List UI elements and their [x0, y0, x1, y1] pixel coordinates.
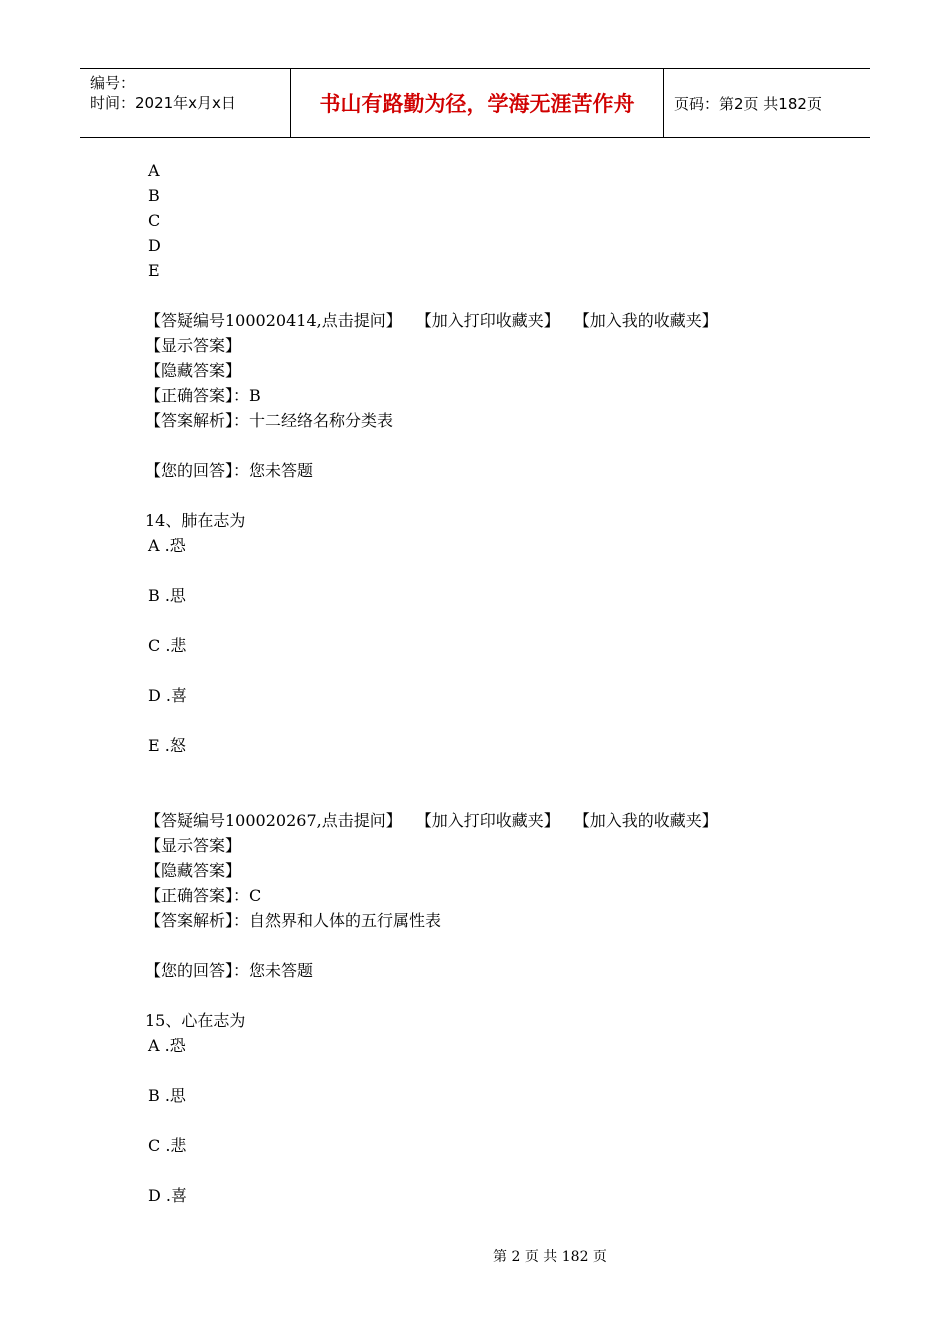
answer-analysis: 【答案解析】：十二经络名称分类表 [145, 411, 394, 430]
question-option[interactable]: E .怒 [148, 736, 186, 755]
answer-analysis: 【答案解析】：自然界和人体的五行属性表 [145, 911, 442, 930]
question-title: 15、心在志为 [145, 1011, 246, 1030]
show-answer-link[interactable]: 【显示答案】 [145, 836, 242, 855]
question-title: 14、肺在志为 [145, 511, 246, 530]
question-option[interactable]: B .思 [148, 586, 186, 605]
document-body [145, 158, 845, 1208]
question-option[interactable]: D .喜 [148, 686, 188, 705]
hide-answer-link[interactable]: 【隐藏答案】 [145, 361, 242, 380]
correct-answer: 【正确答案】：B [145, 386, 261, 405]
qa-link[interactable]: 【答疑编号100020414,点击提问】 [145, 311, 402, 330]
header-page-info: 页码：第2页 共182页 [674, 94, 822, 113]
question-option[interactable]: B .思 [148, 1086, 186, 1105]
option-label: B [148, 186, 160, 205]
add-my-favorites-link[interactable]: 【加入我的收藏夹】 [573, 311, 718, 330]
add-print-favorites-link[interactable]: 【加入打印收藏夹】 [415, 811, 560, 830]
answer-links-row [145, 808, 845, 833]
show-answer-link[interactable]: 【显示答案】 [145, 336, 242, 355]
qa-link[interactable]: 【答疑编号100020267,点击提问】 [145, 811, 402, 830]
your-answer: 【您的回答】：您未答题 [145, 961, 314, 980]
page-footer: 第 2 页 共 182 页 [493, 1249, 607, 1265]
option-label: C [148, 211, 161, 230]
hide-answer-link[interactable]: 【隐藏答案】 [145, 861, 242, 880]
question-option[interactable]: C .悲 [148, 1136, 187, 1155]
option-label: E [148, 261, 160, 280]
question-option[interactable]: D .喜 [148, 1186, 188, 1205]
option-label: D [148, 236, 161, 255]
question-option[interactable]: A .恐 [148, 1036, 186, 1055]
time-label: 时间：2021年x月x日 [90, 94, 236, 112]
page-header [80, 68, 870, 138]
add-my-favorites-link[interactable]: 【加入我的收藏夹】 [573, 811, 718, 830]
number-label: 编号： [90, 74, 136, 92]
header-motto: 书山有路勤为径，学海无涯苦作舟 [291, 69, 664, 137]
question-option[interactable]: C .悲 [148, 636, 187, 655]
add-print-favorites-link[interactable]: 【加入打印收藏夹】 [415, 311, 560, 330]
option-label: A [148, 161, 160, 180]
question-option[interactable]: A .恐 [148, 536, 186, 555]
header-meta [80, 69, 291, 137]
answer-links-row [145, 308, 845, 333]
your-answer: 【您的回答】：您未答题 [145, 461, 314, 480]
correct-answer: 【正确答案】：C [145, 886, 262, 905]
